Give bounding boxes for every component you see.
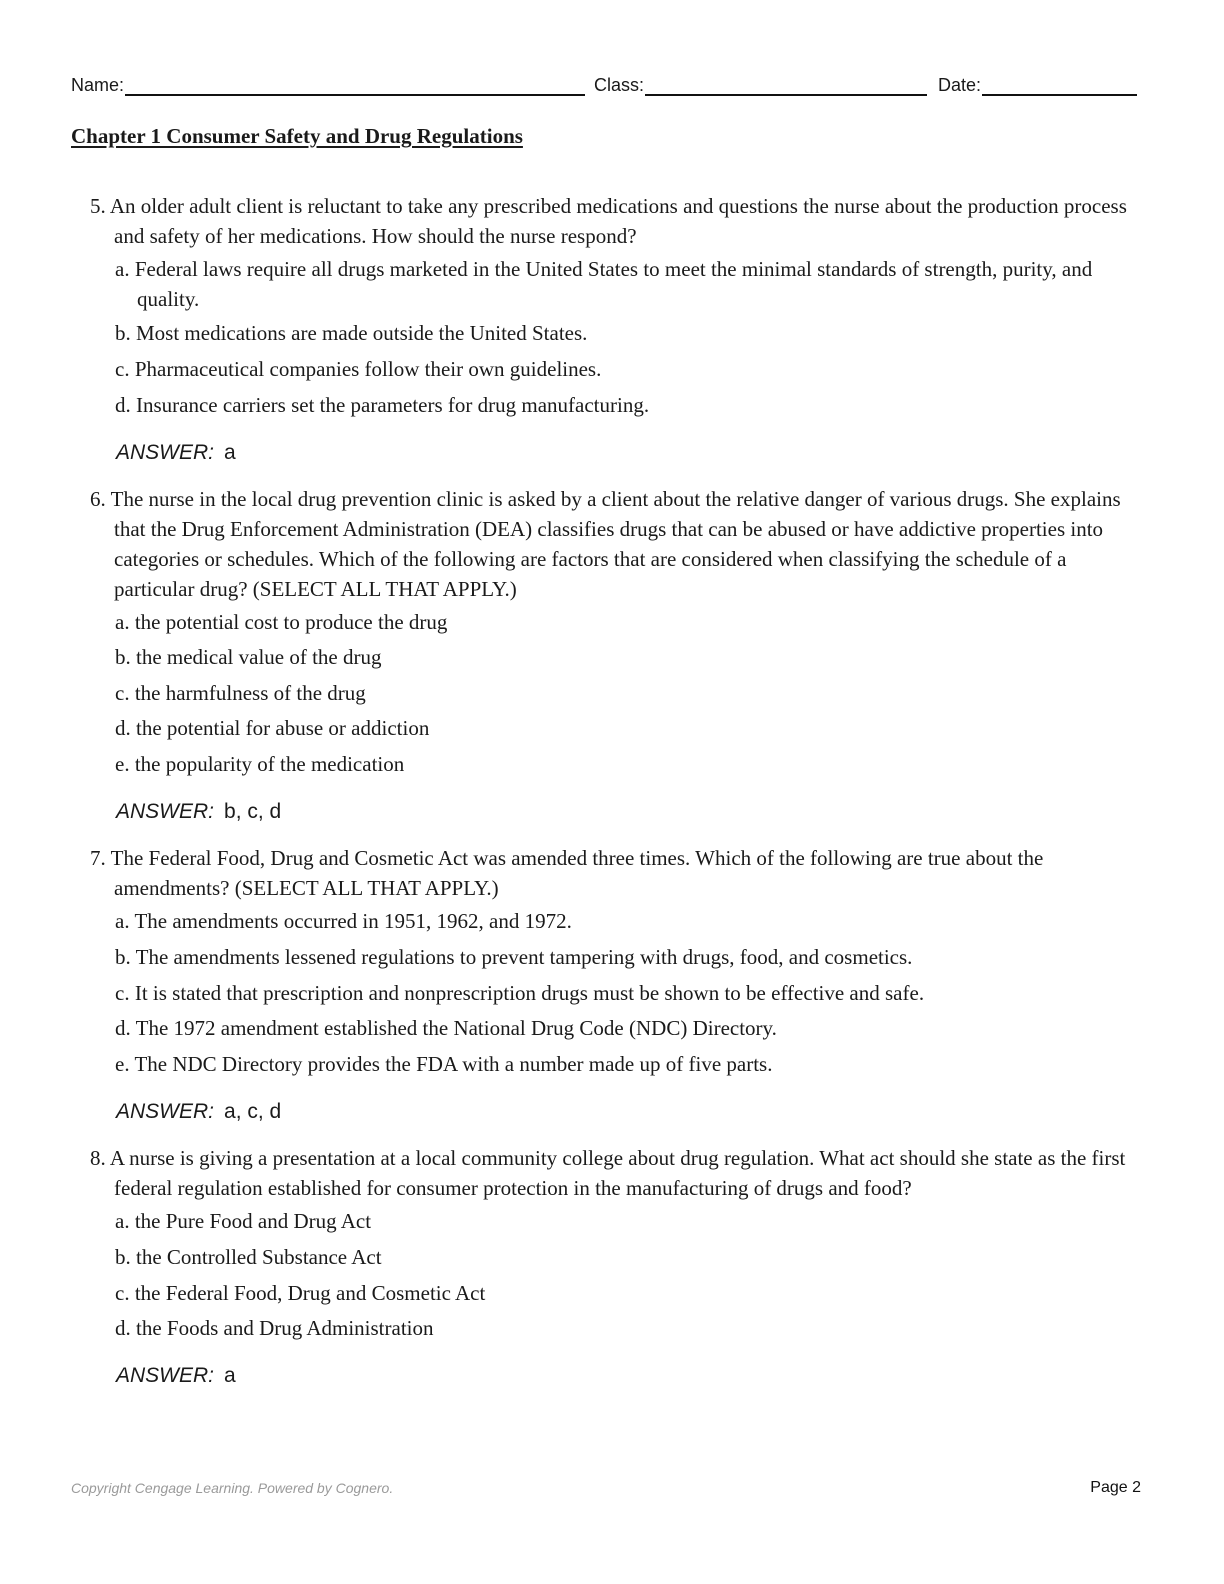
chapter-title: Chapter 1 Consumer Safety and Drug Regulations	[71, 124, 523, 148]
answer-label: ANSWER:	[116, 1364, 215, 1387]
question-stem: 8. A nurse is giving a presentation at a local community college about drug regulation. What act should she state as the first federal regulation established for consumer protection in the manufacturing of drugs and food?	[90, 1146, 1126, 1200]
answer-6	[116, 800, 281, 824]
date-label: Date:	[938, 75, 982, 95]
answer-7	[116, 1100, 281, 1124]
option-6c: c. the harmfulness of the drug	[115, 681, 366, 705]
class-label: Class:	[594, 75, 645, 95]
answer-label: ANSWER:	[116, 1100, 215, 1123]
question-stem: 7. The Federal Food, Drug and Cosmetic Act was amended three times. Which of the following are true about the amendments? (SELECT ALL THAT APPLY.)	[90, 846, 1044, 900]
name-field[interactable]	[71, 72, 585, 96]
answer-value: a, c, d	[224, 1100, 282, 1123]
option-5c: c. Pharmaceutical companies follow their own guidelines.	[115, 357, 602, 381]
question-stem: 5. An older adult client is reluctant to take any prescribed medications and questions the nurse about the production process and safety of her medications. How should the nurse respond?	[90, 194, 1127, 248]
page-number: Page 2	[1090, 1479, 1141, 1496]
option-7a: a. The amendments occurred in 1951, 1962, and 1972.	[115, 909, 572, 933]
option-5d: d. Insurance carriers set the parameters for drug manufacturing.	[115, 393, 650, 417]
answer-value: b, c, d	[224, 800, 282, 823]
question-7	[90, 843, 1150, 903]
question-6	[90, 484, 1150, 604]
option-6d: d. the potential for abuse or addiction	[115, 716, 430, 740]
option-7d: d. The 1972 amendment established the National Drug Code (NDC) Directory.	[115, 1016, 777, 1040]
answer-label: ANSWER:	[116, 800, 215, 823]
option-7b: b. The amendments lessened regulations to prevent tampering with drugs, food, and cosmetics.	[115, 945, 913, 969]
option-6a: a. the potential cost to produce the drug	[115, 610, 448, 634]
worksheet-header	[71, 72, 1141, 98]
question-stem: 6. The nurse in the local drug prevention clinic is asked by a client about the relative danger of various drugs. She explains that the Drug Enforcement Administration (DEA) classifies drugs that can be abused or have addictive properties into categories or schedules. Which of the following are factors that are considered when classifying the schedule of a particular drug? (SELECT ALL THAT APPLY.)	[90, 487, 1121, 601]
date-field[interactable]	[938, 72, 1137, 96]
answer-value: a	[224, 1364, 236, 1387]
option-8c: c. the Federal Food, Drug and Cosmetic Act	[115, 1281, 486, 1305]
option-8d: d. the Foods and Drug Administration	[115, 1316, 434, 1340]
option-6e: e. the popularity of the medication	[115, 752, 405, 776]
option-7e: e. The NDC Directory provides the FDA with a number made up of five parts.	[115, 1052, 773, 1076]
copyright-notice: Copyright Cengage Learning. Powered by Cognero.	[71, 1480, 394, 1496]
option-7c: c. It is stated that prescription and nonprescription drugs must be shown to be effective and safe.	[115, 981, 925, 1005]
name-label: Name:	[71, 75, 125, 95]
option-6b: b. the medical value of the drug	[115, 645, 382, 669]
option-5a: a. Federal laws require all drugs marketed in the United States to meet the minimal standards of strength, purity, and quality.	[115, 257, 1093, 311]
answer-value: a	[224, 441, 236, 464]
question-8	[90, 1143, 1150, 1203]
name-line[interactable]	[125, 72, 585, 96]
option-8a: a. the Pure Food and Drug Act	[115, 1209, 372, 1233]
option-8b: b. the Controlled Substance Act	[115, 1245, 382, 1269]
answer-label: ANSWER:	[116, 441, 215, 464]
date-line[interactable]	[982, 72, 1137, 96]
class-field[interactable]	[594, 72, 927, 96]
answer-5	[116, 441, 236, 465]
answer-8	[116, 1364, 236, 1388]
class-line[interactable]	[645, 72, 927, 96]
option-5b: b. Most medications are made outside the United States.	[115, 321, 588, 345]
question-5	[90, 191, 1150, 251]
